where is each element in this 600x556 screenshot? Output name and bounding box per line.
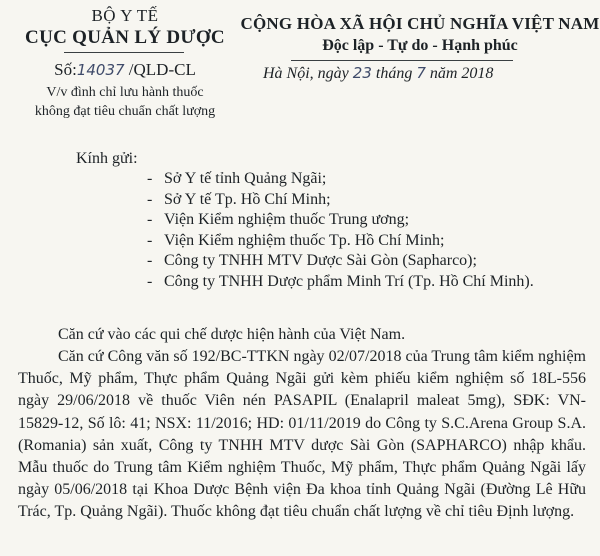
recipient-item (147, 251, 534, 272)
department-underline (64, 52, 184, 53)
doc-number-suffix: /QLD-CL (124, 60, 196, 79)
ministry-name: BỘ Y TẾ (91, 6, 159, 25)
bullet-dash: - (147, 272, 153, 290)
recipient-item (147, 231, 534, 252)
national-title: CỘNG HÒA XÃ HỘI CHỦ NGHĨA VIỆT NAM (240, 14, 600, 33)
bullet-dash: - (147, 190, 153, 208)
bullet-dash: - (147, 252, 153, 269)
recipient-text: Công ty TNHH Dược phẩm Minh Trí (Tp. Hồ Chí Minh). (164, 272, 534, 290)
motto-underline (291, 60, 513, 61)
doc-number-handwritten: 14037 (76, 61, 125, 79)
recipient-text: Viện Kiểm nghiệm thuốc Trung ương; (164, 211, 410, 228)
subject-line-2: không đạt tiêu chuẩn chất lượng (34, 104, 216, 119)
doc-number-prefix: Số: (54, 60, 77, 79)
month-handwritten: 7 (416, 64, 426, 82)
recipient-text: Viện Kiểm nghiệm thuốc Tp. Hồ Chí Minh; (164, 231, 445, 249)
recipient-item (147, 190, 534, 211)
recipient-item (147, 272, 534, 293)
document-number (0, 60, 250, 80)
recipient-item (147, 169, 534, 190)
national-motto: Độc lập - Tự do - Hạnh phúc (322, 37, 518, 54)
month-label: tháng (371, 65, 417, 82)
recipient-item (147, 210, 534, 231)
bullet-dash: - (147, 170, 153, 187)
place-and-date (263, 64, 493, 83)
subject-line-1: V/v đình chỉ lưu hành thuốc (46, 85, 204, 100)
year-label: năm 2018 (425, 65, 494, 82)
body-paragraph-2: Căn cứ Công văn số 192/BC-TTKN ngày 02/07/2018 của Trung tâm kiểm nghiệm Thuốc, Mỹ phẩm, Thực phẩm Quảng Ngãi gửi kèm phiếu kiểm nghiệm số 18L-556 ngày 29/06/2018 về thuốc Viên nén PASAPIL (Enalapril maleat 5mg), SĐK: VN-15829-12, Số lô: 41; NSX: 11/2016; HD: 01/11/2019 do Công ty S.C.Arena Group S.A. (Romania) sản xuất, Công ty TNHH MTV dược Sài Gòn (SAPHARCO) nhập khẩu. Mẫu thuốc do Trung tâm Kiểm nghiệm Thuốc, Mỹ phẩm, Thực phẩm Quảng Ngãi lấy ngày 05/06/2018 tại Khoa Dược Bệnh viện Đa khoa tỉnh Quảng Ngãi (Đường Lê Hữu Trác, Tp. Quảng Ngãi). Thuốc không đạt tiêu chuẩn chất lượng về chỉ tiêu Định lượng. (18, 348, 586, 521)
bullet-dash: - (147, 211, 153, 228)
body-paragraph-1: Căn cứ vào các qui chế dược hiện hành của Việt Nam. (58, 326, 406, 343)
document-subject (0, 83, 250, 121)
bullet-dash: - (147, 231, 153, 249)
day-handwritten: 23 (352, 64, 372, 82)
place-prefix: Hà Nội, ngày (263, 65, 353, 82)
department-name: CỤC QUẢN LÝ DƯỢC (25, 27, 225, 48)
salutation: Kính gửi: (76, 150, 138, 167)
recipient-text: Sở Y tế tỉnh Quảng Ngãi; (164, 170, 327, 187)
recipient-list (147, 169, 534, 292)
recipient-text: Công ty TNHH MTV Dược Sài Gòn (Sapharco); (164, 252, 477, 269)
recipient-text: Sở Y tế Tp. Hồ Chí Minh; (164, 190, 331, 208)
